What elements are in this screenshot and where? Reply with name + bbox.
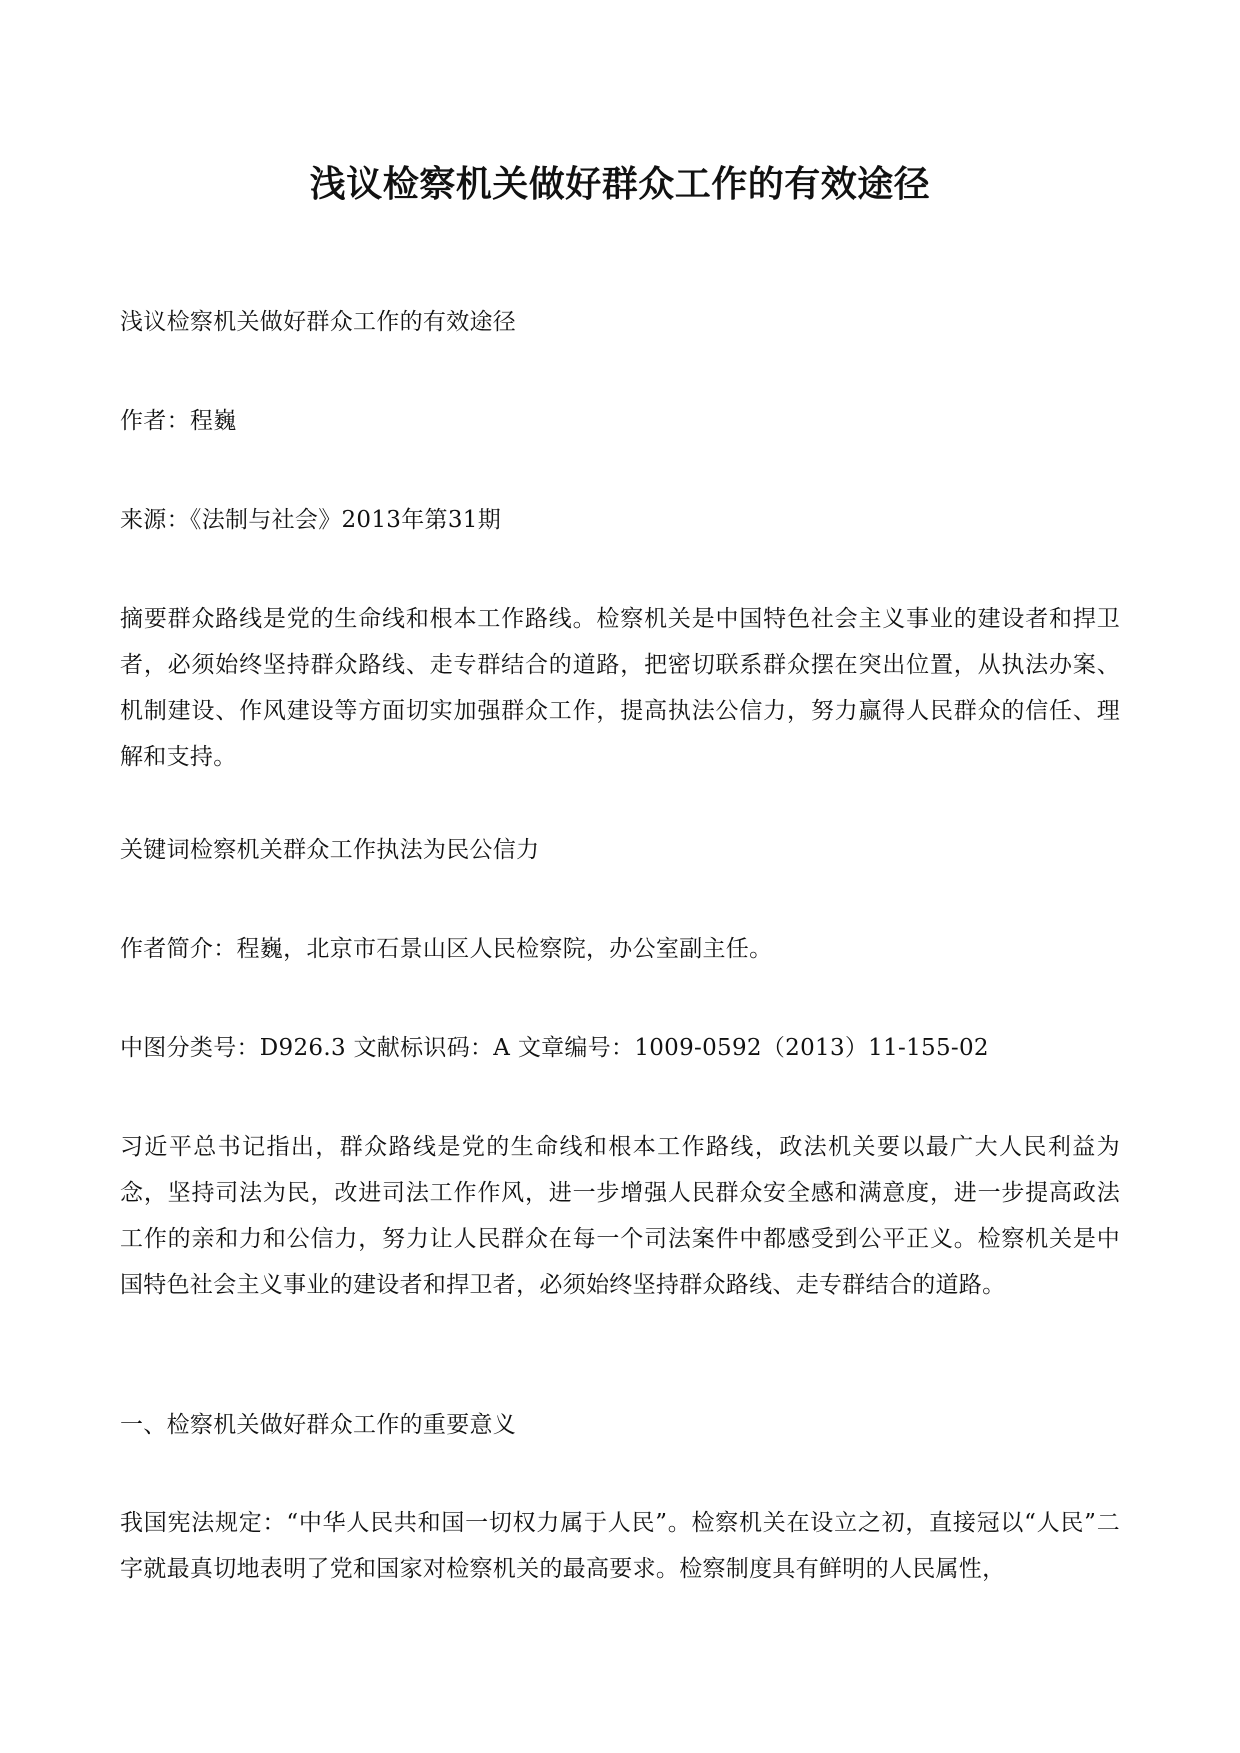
article-subtitle: 浅议检察机关做好群众工作的有效途径: [120, 309, 517, 335]
classification-line: 中图分类号：D926.3 文献标识码：A 文章编号：1009-0592（2013）11-155-02: [120, 1035, 989, 1061]
author-line: 作者：程巍: [120, 408, 237, 434]
section-paragraph: 我国宪法规定：“中华人民共和国一切权力属于人民”。检察机关在设立之初，直接冠以“人民”二字就最真切地表明了党和国家对检察机关的最高要求。检察制度具有鲜明的人民属性，: [120, 1510, 1120, 1582]
document-title: 浅议检察机关做好群众工作的有效途径: [309, 163, 931, 205]
section-heading: 一、检察机关做好群众工作的重要意义: [120, 1412, 517, 1438]
keywords-line: 关键词检察机关群众工作执法为民公信力: [120, 837, 540, 863]
abstract-paragraph: 摘要群众路线是党的生命线和根本工作路线。检察机关是中国特色社会主义事业的建设者和捍卫者，必须始终坚持群众路线、走专群结合的道路，把密切联系群众摆在突出位置，从执法办案、机制建设、作风建设等方面切实加强群众工作，提高执法公信力，努力赢得人民群众的信任、理解和支持。: [120, 606, 1120, 770]
intro-paragraph: 习近平总书记指出，群众路线是党的生命线和根本工作路线，政法机关要以最广大人民利益为念，坚持司法为民，改进司法工作作风，进一步增强人民群众安全感和满意度，进一步提高政法工作的亲和力和公信力，努力让人民群众在每一个司法案件中都感受到公平正义。检察机关是中国特色社会主义事业的建设者和捍卫者，必须始终坚持群众路线、走专群结合的道路。: [120, 1134, 1120, 1298]
source-line: 来源：《法制与社会》2013年第31期: [120, 507, 501, 533]
author-bio: 作者简介：程巍，北京市石景山区人民检察院，办公室副主任。: [120, 936, 773, 962]
